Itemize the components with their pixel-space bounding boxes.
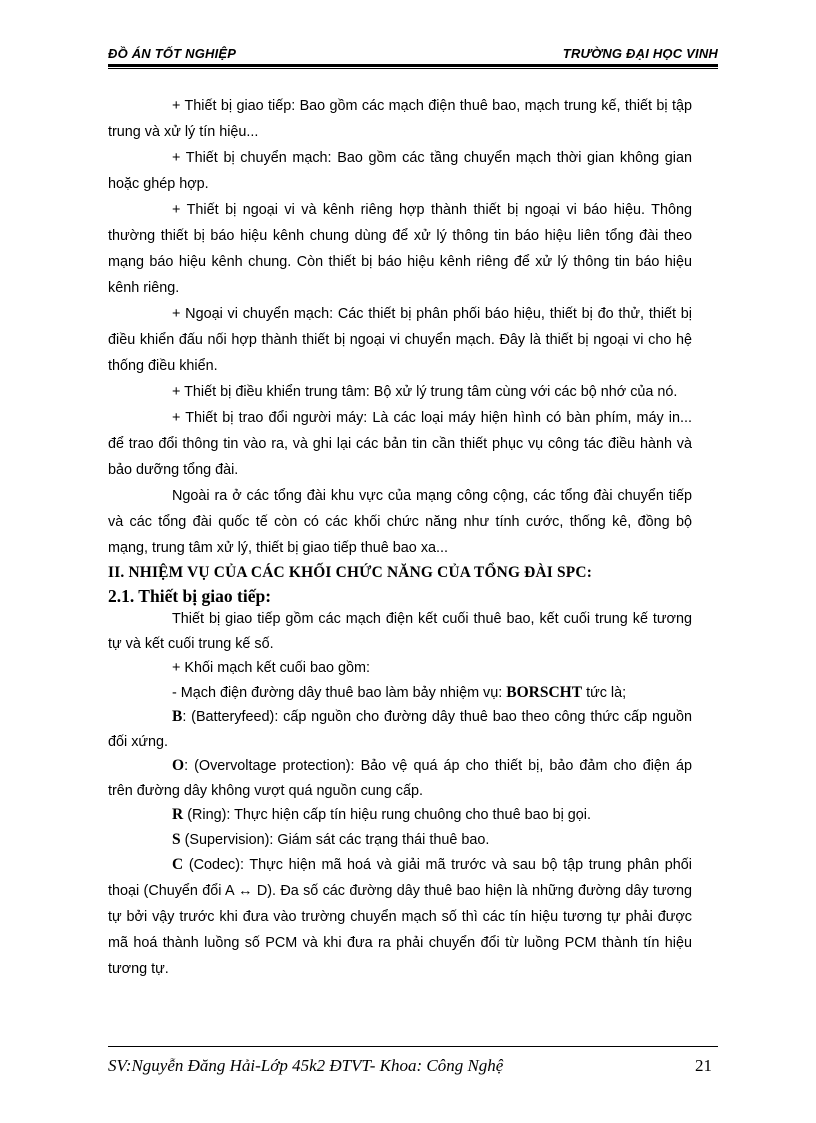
section-heading: II. NHIỆM VỤ CỦA CÁC KHỐI CHỨC NĂNG CỦA TỔNG ĐÀI SPC: (108, 564, 593, 581)
page-body (108, 93, 692, 982)
page-header (108, 44, 718, 64)
supervision-text: (Supervision): Giám sát các trạng thái thuê bao. (180, 831, 490, 848)
ring-text: (Ring): Thực hiện cấp tín hiệu rung chuông cho thuê bao bị gọi. (183, 807, 591, 823)
paragraph-intro: Thiết bị giao tiếp gồm các mạch điện kết cuối thuê bao, kết cuối trung kế tương tự và kết cuối trung kế số. (108, 611, 692, 652)
header-thesis-title: ĐỒ ÁN TỐT NGHIỆP (108, 46, 237, 61)
borscht-suffix: tức là; (586, 684, 627, 701)
header-university: TRƯỜNG ĐẠI HỌC VINH (562, 46, 718, 61)
page-number: 21 (695, 1056, 712, 1075)
subsection-heading: 2.1. Thiết bị giao tiếp: (108, 586, 272, 606)
paragraph-switching-equipment: + Thiết bị chuyển mạch: Bao gồm các tầng chuyển mạch thời gian không gian hoặc ghép hợp. (108, 150, 692, 192)
paragraph-man-machine: + Thiết bị trao đổi người máy: Là các loại máy hiện hình có bàn phím, máy in... để trao đổi thông tin vào ra, và ghi lại các bản tin cần thiết phục vụ công tác điều hành và bảo dưỡng tổng đài. (108, 410, 692, 478)
borscht-prefix: - Mạch điện đường dây thuê bao làm bảy nhiệm vụ: (172, 684, 503, 701)
paragraph-borscht (108, 681, 692, 706)
paragraph-battery-feed (108, 705, 692, 754)
paragraph-ring (108, 803, 692, 828)
header-rule-thin (108, 68, 718, 69)
letter-c: C (172, 856, 184, 873)
paragraph-switching-peripheral: + Ngoại vi chuyển mạch: Các thiết bị phân phối báo hiệu, thiết bị đo thử, thiết bị điều khiển đấu nối hợp thành thiết bị ngoại vi chuyển mạch. Đây là thiết bị ngoại vi cho hệ thống điều khiển. (108, 306, 692, 374)
paragraph-central-control: + Thiết bị điều khiển trung tâm: Bộ xử lý trung tâm cùng với các bộ nhớ của nó. (172, 384, 678, 400)
paragraph-supervision (108, 828, 692, 853)
header-rule-thick (108, 64, 718, 67)
codec-text: (Codec): Thực hiện mã hoá và giải mã trước và sau bộ tập trung phân phối thoại (Chuyển đổi A ↔ D). Đa số các đường dây thuê bao hiện là những đường dây tương tự bởi vậy trước khi đưa vào trường chuyển mạch số thì các tín hiệu tương tự phải được mã hoá thành luồng số PCM và khi đưa ra phải chuyển đổi từ luồng PCM thành tín hiệu tương tự. (108, 857, 692, 977)
letter-s: S (172, 830, 181, 848)
letter-b: B (172, 708, 183, 725)
paragraph-peripheral-signaling: + Thiết bị ngoại vi và kênh riêng hợp thành thiết bị ngoại vi báo hiệu. Thông thường thiết bị báo hiệu kênh chung dùng để xử lý thông tin báo hiệu liên tổng đài theo mạng báo hiệu kênh chung. Còn thiết bị báo hiệu kênh riêng để xử lý thông tin báo hiệu kênh riêng. (108, 202, 692, 296)
paragraph-termination-block: + Khối mạch kết cuối bao gồm: (172, 660, 370, 676)
paragraph-additional-functions: Ngoài ra ở các tổng đài khu vực của mạng công cộng, các tổng đài chuyển tiếp và các tổng đài quốc tế còn có các khối chức năng như tính cước, thống kê, đồng bộ mạng, trung tâm xử lý, thiết bị giao tiếp thuê bao xa... (108, 488, 692, 556)
borscht-acronym: BORSCHT (506, 683, 583, 701)
paragraph-interface-equipment: + Thiết bị giao tiếp: Bao gồm các mạch điện thuê bao, mạch trung kế, thiết bị tập trung và xử lý tín hiệu... (108, 98, 692, 140)
letter-r: R (172, 806, 184, 823)
letter-o: O (172, 757, 185, 774)
battery-feed-text: : (Batteryfeed): cấp nguồn cho đường dây thuê bao theo công thức cấp nguồn đối xứng. (108, 709, 692, 750)
footer-rule (108, 1046, 718, 1047)
paragraph-codec (108, 852, 692, 982)
overvoltage-text: : (Overvoltage protection): Bảo vệ quá áp cho thiết bị, bảo đảm cho điện áp trên đường dây không vượt quá nguồn cung cấp. (108, 758, 692, 799)
paragraph-overvoltage (108, 754, 692, 803)
footer-author: SV:Nguyễn Đăng Hải-Lớp 45k2 ĐTVT- Khoa: Công Nghệ (108, 1056, 504, 1075)
